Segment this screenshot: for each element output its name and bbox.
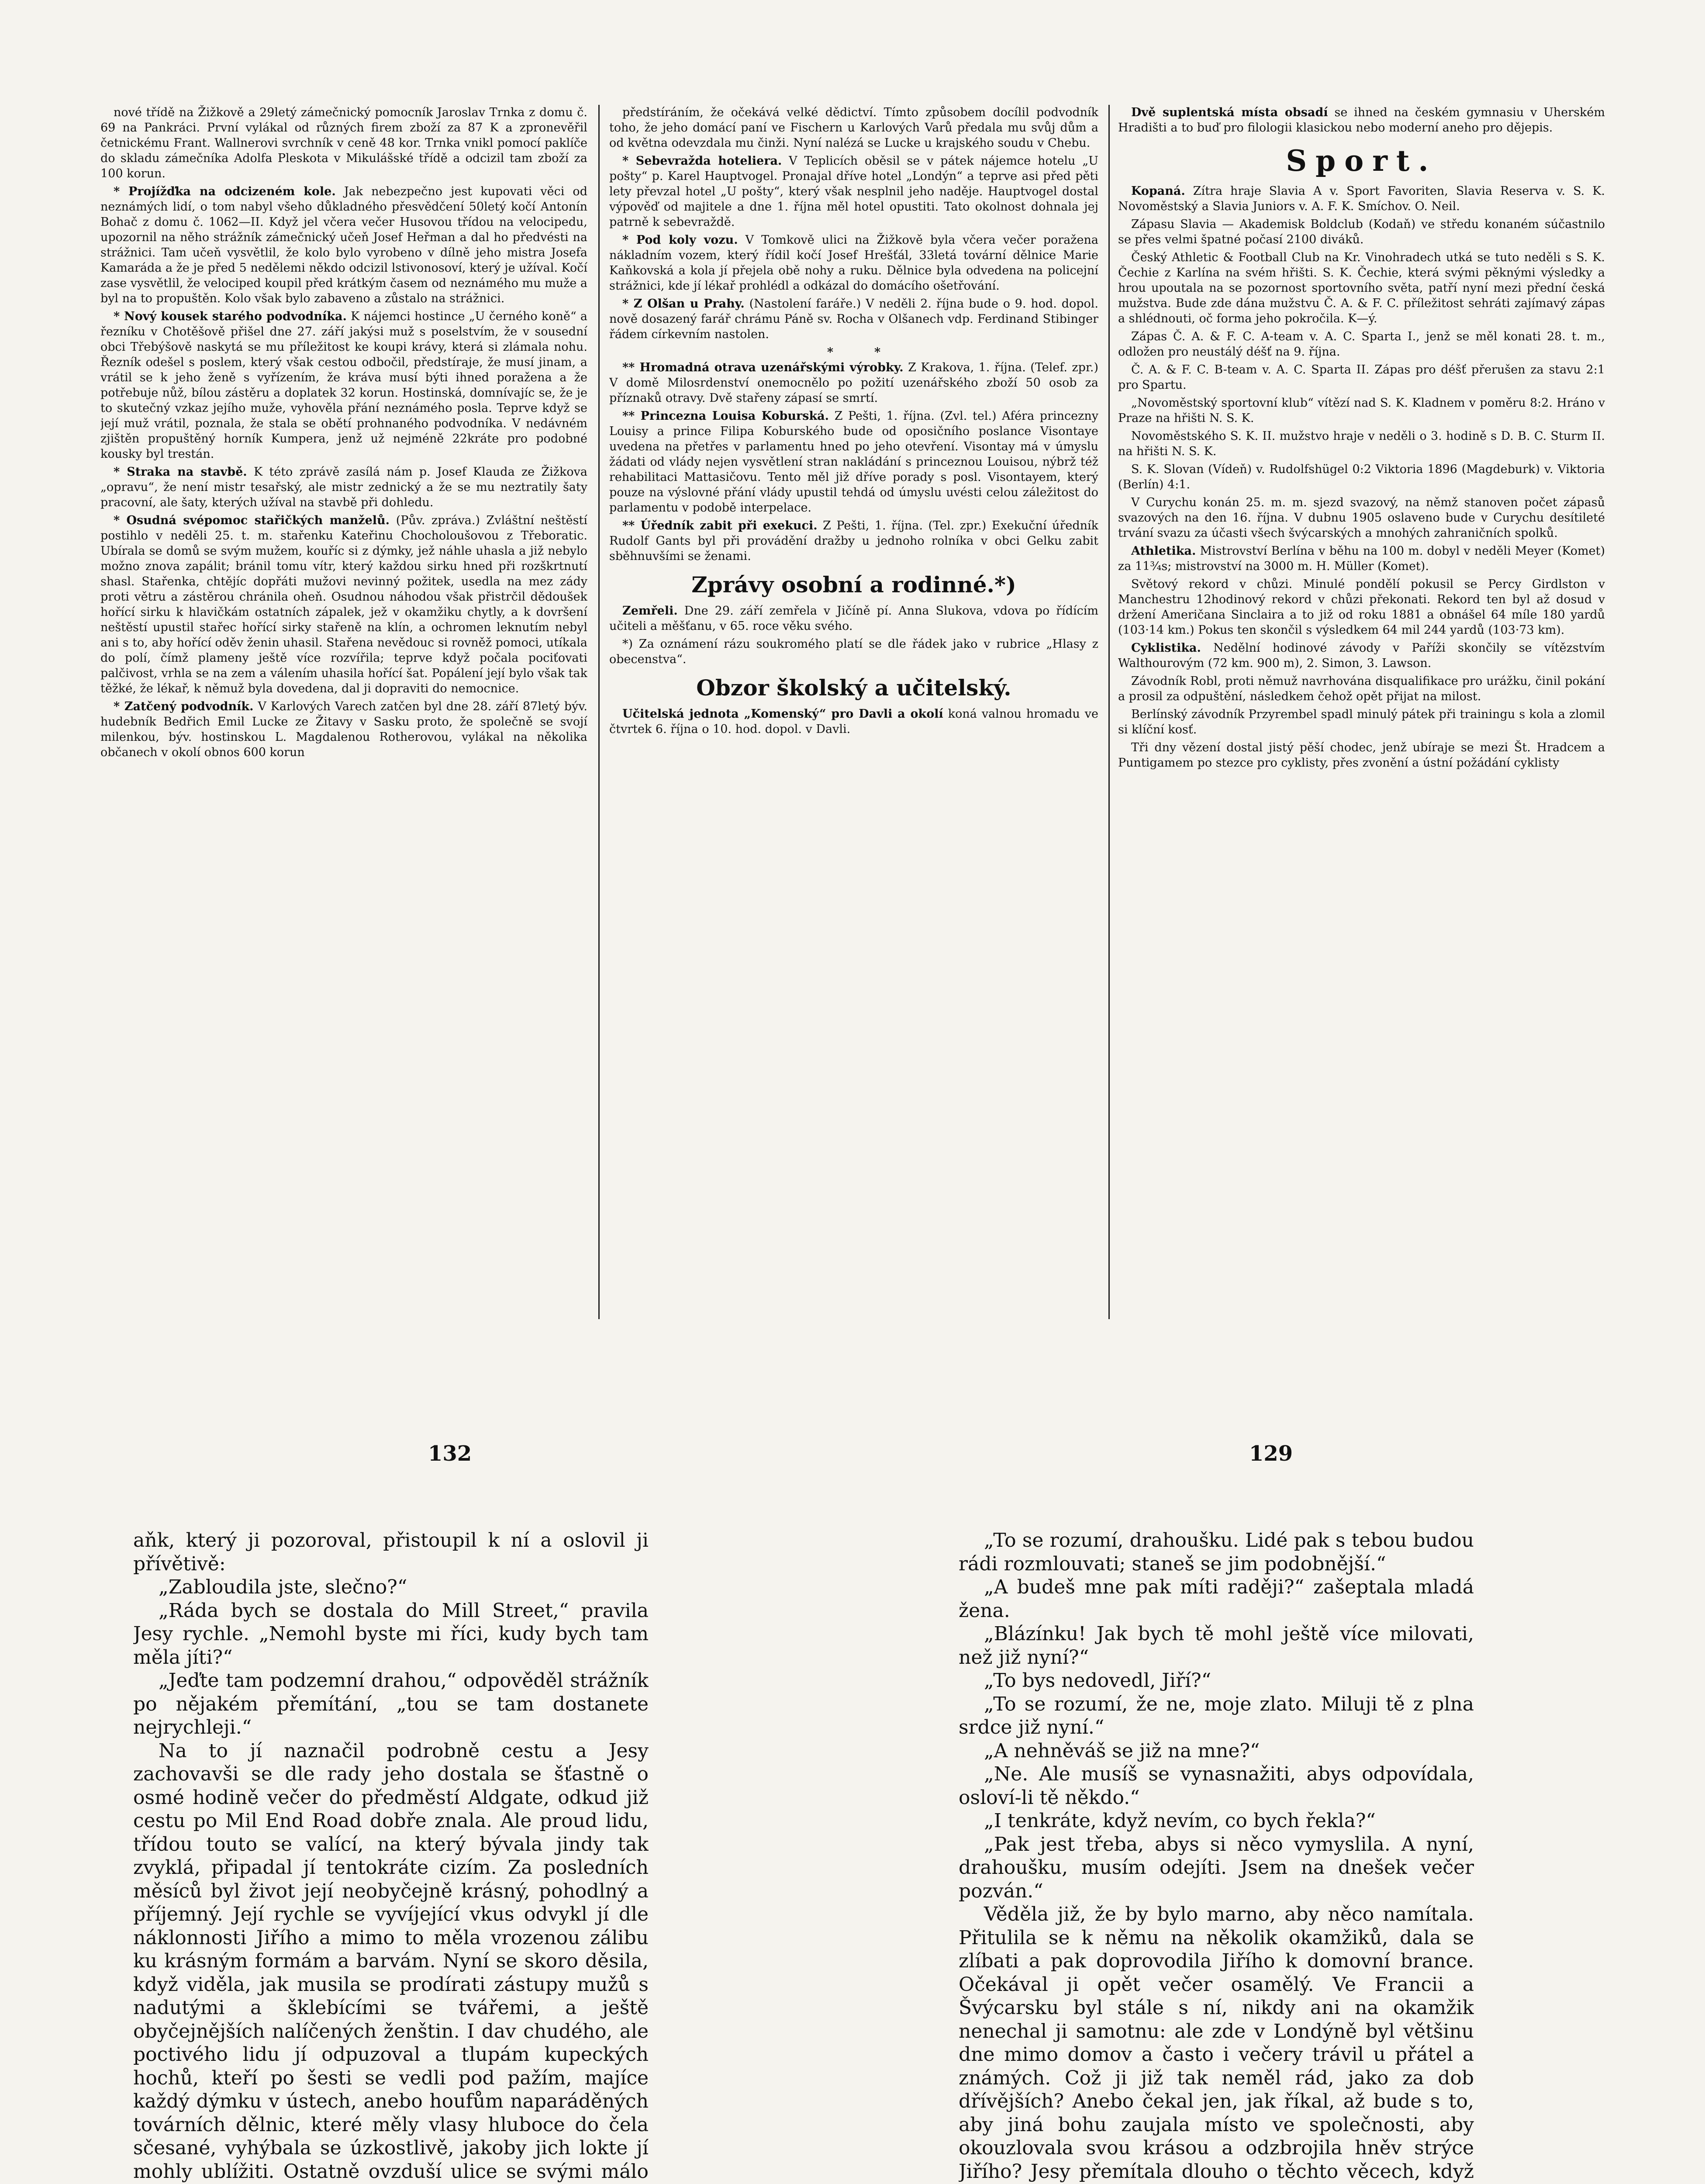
section-heading-sport: Sport.	[1286, 144, 1437, 178]
news-item-headline: Kopaná.	[1131, 184, 1185, 198]
news-item	[1118, 217, 1605, 247]
news-item-text: se ihned na českém gymnasiu v Uherském Hradišti a to buď pro filologii klasickou nebo moderní aneho pro dějepis.	[1118, 106, 1605, 135]
news-item	[100, 309, 587, 462]
news-item	[100, 105, 587, 181]
news-item-text: Zápas Č. A. & F. C. A-team v. A. C. Sparta I., jenž se měl konati 28. t. m., odložen pro neustálý déšť na 9. října.	[1118, 330, 1605, 359]
news-item-headline: Cyklistika.	[1131, 641, 1201, 655]
news-item-text: S. K. Slovan (Vídeň) v. Rudolfshügel 0:2 Viktoria 1896 (Magdeburk) v. Viktoria (Berlín) 4:1.	[1118, 463, 1605, 491]
news-item	[1118, 462, 1605, 492]
news-item-text: Tři dny vězení dostal jistý pěší chodec, jenž ubíraje se mezi Št. Hradcem a Puntigamem po stezce pro cyklisty, přes zvonění a ústní požádání cyklisty	[1118, 741, 1605, 770]
news-item	[1118, 495, 1605, 541]
column-3	[1118, 105, 1605, 1319]
news-item	[609, 706, 1098, 737]
news-item	[609, 636, 1098, 667]
news-item-text: Z Pešti, 1. října. (Zvl. tel.) Aféra princezny Louisy a prince Filipa Koburského bude od oposičního poslance Visontaye uvedena na přetřes v parlamentu hned po jeho otevření. Visontay má v úmyslu žádati od vlády nejen vysvětlení stran nakládání s princeznou Louisou, nýbrž též rehabilitaci Mattasičovu. Tento měl již dříve porady s posl. Visontayem, který pouze na výslovné přání vlády upustil tehdá od úmyslu uvésti celou záležitost do parlamentu v podobě interpelace.	[609, 409, 1098, 515]
news-item-headline: * Osudná svépomoc stařičkých manželů.	[114, 514, 390, 527]
news-item-headline: ** Hromadná otrava uzenářskými výrobky.	[622, 361, 904, 374]
news-item	[609, 232, 1098, 294]
news-item	[100, 464, 587, 510]
news-item-text: Novoměstského S. K. II. mužstvo hraje v neděli o 3. hodině s D. B. C. Sturm II. na hřišti N. S. K.	[1118, 429, 1605, 458]
news-item	[1118, 362, 1605, 393]
news-item	[1118, 183, 1605, 214]
news-item-text: Závodník Robl, proti němuž navrhována disqualifikace pro urážku, činil pokání a prosil za odpuštění, následkem čehož opět přijat na milost.	[1118, 674, 1605, 703]
story-paragraph: „Zabloudila jste, slečno?“	[159, 1576, 407, 1598]
news-item-text: Jak nebezpečno jest kupovati věci od neznámých lidí, o tom nabyl všeho důkladného přesvědčení 50letý kočí Antonín Bohač z domu č. 1062—II. Když jel včera večer Husovou třídou na velocipedu, upozornil na něho strážník zámečnický učeň Josef Heřman a dal ho předvésti na strážnici. Tam učeň vysvětlil, že kolo bylo vyrobeno v dílně jeho mistra Josefa Kamaráda a že je před 5 nedělemi někdo odcizil lstivonosoví, který je užíval. Kočí zase vysvětlil, že velociped koupil před krátkým časem od neznámého mu muže a byl na to propuštěn. Kolo však bylo zabaveno a zůstalo na strážnici.	[100, 185, 587, 305]
news-item-text: koná valnou hromadu ve čtvrtek 6. října o 10. hod. dopol. v Davli.	[609, 707, 1098, 736]
news-item	[1118, 250, 1605, 326]
news-item	[100, 699, 587, 760]
news-item	[609, 360, 1098, 406]
book-page-left-text	[133, 1529, 649, 2184]
section-heading-obzor: Obzor školský a učitelský.	[696, 675, 1011, 701]
story-paragraph: „To bys nedovedl, Jiří?“	[984, 1669, 1211, 1692]
story-paragraph: „Ráda bych se dostala do Mill Street,“ pravila Jesy rychle. „Nemohl byste mi říci, kudy bych tam měla jíti?“	[133, 1599, 649, 1669]
page-number-left: 132	[428, 1441, 472, 1466]
story-paragraph: „Blázínku! Jak bych tě mohl ještě více milovati, než již nyní?“	[959, 1623, 1474, 1669]
column-divider	[598, 105, 600, 1319]
news-item-text: Český Athletic & Football Club na Kr. Vinohradech utká se tuto neděli s S. K. Čechie z Karlína na svém hřišti. S. K. Čechie, která svými pěknými výsledky a hrou upoutala na se pozornost sportovního světa, patří nyní mezi přední česká mužstva. Bude zde dána mužstvu Č. A. & F. C. příležitost sehráti zajímavý zápas a shlédnouti, oč forma jeho pokročila. K—ý.	[1118, 251, 1605, 325]
news-item-text: K této zprávě zasílá nám p. Josef Klauda ze Žižkova „opravu“, že není mistr tesařský, ale mistr zednický a že se mu neztratily šaty pracovní, ale šaty, kterých užíval na stavbě při dohledu.	[100, 465, 587, 509]
news-item	[100, 513, 587, 696]
news-item-headline: ** Princezna Louisa Koburská.	[622, 409, 829, 423]
news-item	[1118, 429, 1605, 459]
column-1	[100, 105, 587, 1319]
story-paragraph: „Pak jest třeba, abys si něco vymyslila. A nyní, drahoušku, musím odejíti. Jsem na dnešek večer pozván.“	[959, 1833, 1474, 1902]
story-paragraph: „A nehněváš se již na mne?“	[984, 1739, 1260, 1762]
news-item	[1118, 395, 1605, 426]
news-item-headline: Zemřeli.	[622, 604, 678, 618]
section-heading-zpravy: Zprávy osobní a rodinné.*)	[691, 572, 1016, 598]
news-item-headline: * Sebevražda hoteliera.	[622, 154, 782, 168]
news-item	[609, 603, 1098, 634]
story-paragraph: „A budeš mne pak míti raději?“ zašeptala mladá žena.	[959, 1576, 1474, 1622]
news-item-text: předstíráním, že očekává velké dědictví. Tímto způsobem docílil podvodník toho, že jeho domácí paní ve Fischern u Karlových Varů předala mu svůj dům a od května odevzdala mu činži. Nyní nalézá se Lucke u krajského soudu v Chebu.	[609, 106, 1098, 150]
news-item-headline: * Zatčený podvodník.	[114, 700, 254, 713]
story-paragraph: Na to jí naznačil podrobně cestu a Jesy zachovavši se dle rady jeho dostala se šťastně o osmé hodině večer do předměstí Aldgate, odkud již cestu po Mil End Road dobře znala. Ale proud lidu, třídou touto se valící, na který bývala jindy tak zvyklá, připadal jí tentokráte cizím. Za posledních měsíců byl život její neobyčejně krásný, pohodlný a příjemný. Její rychle se vyvíjející vkus odvykl jí dle náklonnosti Jiřího a mimo to měla vrozenou zálibu ku krásným formám a barvám. Nyní se skoro děsila, když viděla, jak musila se prodírati zástupy mužů s nadutými a šklebícími se tvářemi, a ještě obyčejnějších nalíčených ženštin. I dav chudého, ale poctivého lidu jí odpuzoval a tlupám kupeckých hochů, kteří po šesti se vedli pod pažím, majíce každý dýmku v ústech, anebo houfům naparáděných továrních dělnic, které měly vlasy hluboce do čela sčesané, vyhýbala se úzkostlivě, jakoby jich lokte jí mohly ublížiti. Ostatně ovzduší ulice se svými málo	[133, 1739, 649, 2183]
news-item-headline: * Nový kousek starého podvodníka.	[114, 310, 347, 323]
news-item-headline: * Z Olšan u Prahy.	[622, 297, 745, 311]
separator-stars: * *	[827, 346, 881, 359]
news-item	[1118, 543, 1605, 574]
news-item	[100, 184, 587, 306]
news-item-text: „Novoměstský sportovní klub“ vítězí nad S. K. Kladnem v poměru 8:2. Hráno v Praze na hřišti N. S. K.	[1118, 396, 1605, 425]
news-item	[1118, 329, 1605, 359]
news-item	[609, 296, 1098, 342]
story-paragraph: „Jeďte tam podzemní drahou,“ odpověděl strážník po nějakém přemítání, „tou se tam dostanete nejrychleji.“	[133, 1669, 649, 1738]
news-item-headline: ** Úředník zabit při exekuci.	[622, 519, 818, 532]
story-paragraph: „To se rozumí, drahoušku. Lidé pak s tebou budou rádi rozmlouvati; staneš se jim podobnější.“	[959, 1529, 1474, 1575]
news-item	[609, 408, 1098, 515]
news-item-text: V Tomkově ulici na Žižkově byla včera večer poražena nákladním vozem, který řídil kočí Josef Hrešťál, 33letá tovární dělnice Marie Kaňkovská a kola jí přejela obě nohy a ruku. Dělnice byla odvedena na policejní strážnici, kde jí lékař prohlédl a odkázal do domácího ošetřování.	[609, 233, 1098, 293]
story-paragraph: „To se rozumí, že ne, moje zlato. Miluji tě z plna srdce již nyní.“	[959, 1693, 1474, 1738]
story-paragraph: „I tenkráte, když nevím, co bych řekla?“	[984, 1810, 1376, 1832]
news-item-text: Zápasu Slavia — Akademisk Boldclub (Kodaň) ve středu konaném súčastnilo se přes velmi špatné počasí 2100 diváků.	[1118, 218, 1605, 246]
news-item	[1118, 740, 1605, 771]
news-item-text: V Karlových Varech zatčen byl dne 28. září 87letý býv. hudebník Bedřich Emil Lucke ze Žitavy v Sasku proto, že společně se svojí milenkou, býv. hostinskou L. Magdalenou Rotherovou, vylákal na několika občanech v okolí obnos 600 korun	[100, 700, 587, 759]
story-paragraph: „Ne. Ale musíš se vynasnažiti, abys odpovídala, osloví-li tě někdo.“	[959, 1763, 1474, 1809]
news-item-text: Mistrovství Berlína v běhu na 100 m. dobyl v neděli Meyer (Komet) za 11¾s; mistrovství na 3000 m. H. Müller (Komet).	[1118, 544, 1605, 573]
news-item-text: K nájemci hostince „U černého koně“ a řezníku v Chotěšově přišel dne 27. září jakýsi muž s poselstvím, že v sousední obci Třebýšově naskytá se mu příležitost ke koupi krávy, která si zlámala nohu. Řezník odešel s poslem, který však cestou odbočil, předstíraje, že musí jinam, a vrátil se k jeho ženě s vyřízením, že kráva musí býti ihned poražena a že potřebuje nůž, bílou zástěru a doplatek 32 korun. Hostinská, domnívajíc se, že je to skutečný vzkaz jejího muže, vyhověla přání neznámého posla. Teprve když se její muž vrátil, poznala, že stala se obětí prohnaného podvodníka. V nedávném zjištěn propuštěný horník Kumpera, jenž už nejméně 22kráte pro podobné kousky byl trestán.	[100, 310, 587, 461]
news-item-text: Dne 29. září zemřela v Jičíně pí. Anna Slukova, vdova po řídícím učiteli a měšťanu, v 65. roce věku svého.	[609, 604, 1098, 633]
news-item	[1118, 674, 1605, 704]
news-item-text: Zítra hraje Slavia A v. Sport Favoriten, Slavia Reserva v. S. K. Novoměstský a Slavia Juniors v. A. F. K. Smíchov. O. Neil.	[1118, 184, 1605, 213]
news-item	[609, 105, 1098, 151]
news-item	[1118, 105, 1605, 135]
news-item-text: *) Za oznámení rázu soukromého platí se dle řádek jako v rubrice „Hlasy z obecenstva“.	[609, 637, 1098, 666]
news-item	[1118, 707, 1605, 737]
news-item-text: Světový rekord v chůzi. Minulé pondělí pokusil se Percy Girdlston v Manchestru 12hodinový rekord v chůzi překonati. Rekord ten byl až dosud v držení Američana Sinclaira a to již od roku 1881 a obnášel 64 míle 180 yardů (103·14 km.) Pokus ten skončil s výsledkem 64 mil 244 yardů (103·73 km).	[1118, 577, 1605, 637]
news-item-text: (Pův. zpráva.) Zvláštní neštěstí postihlo v neděli 25. t. m. stařenku Kateřinu Chocholoušovou z Třeboratic. Ubírala se domů se svým mužem, kouříc si z dýmky, jež náhle uhasla a již nebylo možno znova zapálit; bránil tomu vítr, který každou sirku hned při rozškrtnutí shasl. Stařenka, chtějíc dopřáti mužovi nevinný požitek, usedla na mez zády proti větru a zástěrou chránila oheň. Osudnou náhodou však přistrčil dědoušek hořící sirku k hlavičkám ostatních zápalek, jež v okamžiku chytly, a k dovršení neštěstí upustil stařec hořící sirky stařeně na klín, a ochromen leknutím nebyl ani s to, aby hořící oděv ženin uhasil. Stařena nevědouc si rovněž pomoci, utíkala do polí, čímž plameny ještě více rozvířila; teprve když počala pociťovati palčivost, vrhla se na zem a válením uhasila hořící šat. Popálení její bylo však tak těžké, že lékař, k němuž byla dovedena, dal ji dopraviti do nemocnice.	[100, 514, 587, 695]
news-item-headline: Dvě suplentská místa obsadí	[1131, 106, 1328, 119]
news-item-text: Z Pešti, 1. října. (Tel. zpr.) Exekuční úředník Rudolf Gants byl při provádění dražby u jednoho rolníka v obci Gelku zabit sběhnuvšími se ženami.	[609, 519, 1098, 563]
news-item-text: Berlínský závodník Przyrembel spadl minulý pátek při trainingu s kola a zlomil si klíční kosť.	[1118, 708, 1605, 736]
column-2	[609, 105, 1098, 1319]
column-divider	[1108, 105, 1110, 1319]
story-paragraph: aňk, který ji pozoroval, přistoupil k ní a oslovil ji přívětivě:	[133, 1529, 649, 1575]
news-item-text: (Nastolení faráře.) V neděli 2. října bude o 9. hod. dopol. nově dosazený farář chrámu Páně sv. Rocha v Olšanech vdp. Ferdinand Stibinger řádem církevním nastolen.	[609, 297, 1098, 341]
news-item-headline: Učitelská jednota „Komenský“ pro Davli a okolí	[622, 707, 943, 721]
book-page-right-text	[959, 1529, 1474, 2184]
news-item	[1118, 577, 1605, 638]
news-item-headline: * Projížďka na odcizeném kole.	[114, 185, 336, 198]
news-item-text: V Teplicích oběsil se v pátek nájemce hotelu „U pošty“ p. Karel Hauptvogel. Pronajal dříve hotel „Londýn“ a teprve asi před pěti lety převzal hotel „U pošty“, který však nesplnil jeho naděje. Hauptvogel dostal výpověď od majitele a dne 1. října měl hotel opustiti. Tato okolnost dohnala jej patrně k sebevraždě.	[609, 154, 1098, 229]
news-item	[609, 153, 1098, 230]
news-item-text: Nedělní hodinové závody v Paříži skončily se vítězstvím Walthourovým (72 km. 900 m), 2. Simon, 3. Lawson.	[1118, 641, 1605, 670]
news-item-headline: Athletika.	[1131, 544, 1196, 558]
news-item-text: V Curychu konán 25. m. m. sjezd svazový, na němž stanoven počet zápasů svazových na den 16. října. V dubnu 1905 oslaveno bude v Curychu desítileté trvání svazu za účasti všech švýcarských a mnohých zahraničních spolků.	[1118, 496, 1605, 540]
story-paragraph: Věděla již, že by bylo marno, aby něco namítala. Přitulila se k němu na několik okamžiků, dala se zlíbati a pak doprovodila Jiřího k domovní brance. Očekával ji opět večer osamělý. Ve Francii a Švýcarsku byl stále s ní, nikdy ani na okamžik nenechal ji samotnu: ale zde v Londýně byl většinu dne mimo domov a často i večery trávil u přátel a známých. Což ji již tak neměl rád, jako za dob dřívějších? Anebo čekal jen, jak říkal, až bude s to, aby jiná bohu zaujala místo ve společnosti, aby okouzlovala svou krásou a odzbrojila hněv strýce Jiřího? Jesy přemítala dlouho o těchto věcech, když	[959, 1903, 1474, 2183]
news-item-headline: * Straka na stavbě.	[114, 465, 247, 479]
news-item	[1118, 640, 1605, 671]
news-item-text: nové třídě na Žižkově a 29letý zámečnický pomocník Jaroslav Trnka z domu č. 69 na Pankráci. První vylákal od různých firem zboží za 87 K a zpronevěřil četnickému Frant. Wallnerovi svrchník v ceně 48 kor. Trnka vnikl pomocí paklíče do skladu zámečníka Adolfa Pleskota v Mikulášské třídě a odcizil tam zboží za 100 korun.	[100, 106, 587, 180]
page-number-right: 129	[1249, 1441, 1293, 1466]
news-item-headline: * Pod koly vozu.	[622, 233, 738, 247]
news-item-text: Č. A. & F. C. B-team v. A. C. Sparta II. Zápas pro déšť přerušen za stavu 2:1 pro Spartu.	[1118, 363, 1605, 392]
news-item-text: Z Krakova, 1. října. (Telef. zpr.) V domě Milosrdenství onemocnělo po požití uzenářského zboží 50 osob za příznaků otravy. Dvě stařeny zápasí se smrtí.	[609, 361, 1098, 405]
news-item	[609, 518, 1098, 564]
